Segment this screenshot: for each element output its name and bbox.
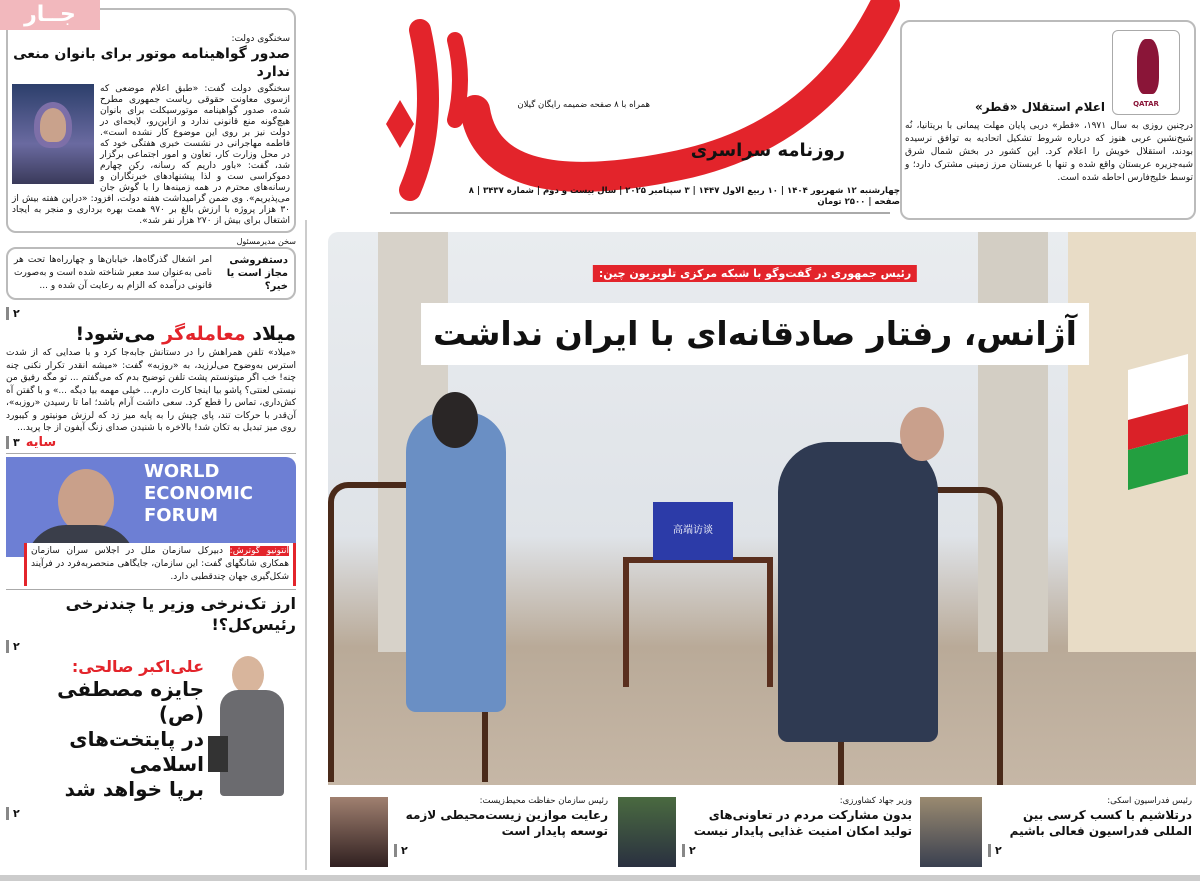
salehi-line2[interactable]: در پایتخت‌های اسلامی [69,726,204,776]
story-title[interactable] [6,321,296,347]
corner-tag: جــار [0,0,100,30]
salehi-kicker: علی‌اکبر صالحی: [71,656,204,676]
bottom-item-2[interactable] [618,795,912,873]
editorial-page: ۲ [6,307,20,320]
bottom-kicker: وزیر جهاد کشاورزی: [839,796,912,806]
bottom-title: رعایت موازین زیست‌محیطی لازمه توسعه پایدار است [405,808,608,838]
spokesperson-photo [12,84,94,184]
lead-kicker: رئیس جمهوری در گفت‌وگو با شبکه مرکزی تلویزیون چین: [593,265,917,282]
spokesperson-kicker: سخنگوی دولت: [231,34,290,44]
qatar-title[interactable]: اعلام استقلال «قطر» [974,100,1105,114]
spokesperson-title[interactable]: صدور گواهینامه موتور برای بانوان منعی ندارد [13,46,290,80]
supplement-note: همراه با ۸ صفحه ضمیمه رایگان گیلان [517,100,650,110]
spokesperson-box [6,8,296,233]
story-title-b: معامله‌گر [162,323,246,345]
lead-title[interactable]: آژانس، رفتار صادقانه‌ای با ایران نداشت [421,303,1089,365]
guterres-photo: WORLD ECONOMIC FORUM [6,457,296,557]
bottom-kicker: رئیس فدراسیون اسکی: [1107,796,1192,806]
guterres-body: دبیرکل سازمان ملل در اجلاس سران سازمان همکاری شانگهای گفت: این سازمان، جایگاهی منحصربه‌فرد در فرآیند شکل‌گیری جهان چندقطبی دارد. [31,545,289,582]
story-logo: سایه [25,434,57,450]
currency-title[interactable]: ارز تک‌نرخی وزیر یا چندنرخی رئیس‌کل؟! [65,593,296,634]
divider [6,589,296,590]
president-figure [778,442,938,742]
masthead-subtitle: روزنامه سراسری [690,140,845,161]
salehi-photo [208,656,296,796]
editorial-body: امر اشغال گذرگاه‌ها، خیابان‌ها و چهارراه‌ها تحت هر نامی به‌عنوان سد معبر شناخته شده است و به‌صورت قانونی درآمده که الزام به رعایت آن شده و ... [14,255,212,291]
story-title-c: می‌شود! [75,323,163,345]
bottom-item-3[interactable] [330,795,610,873]
currency-page: ۲ [6,640,20,653]
bottom-page: ۲ [988,844,1002,857]
spokesperson-body: سخنگوی دولت گفت: «طبق اعلام موضعی که ازسوی معاونت حقوقی ریاست جمهوری مطرح شده، صدور گواهینامه موتورسیکلت برای بانوان هیچ‌گونه منع قانونی ندارد و ازاین‌رو، لایحه‌ای در دولت نیز بر روی این موضوع کار نشده است». فاطمه مهاجرانی در نشست خبری هفتگی خود که در محل وزارت کار، تعاون و امور اجتماعی برگزار شد، گفت: «باور داریم که رسانه، رکن چهارم دموکراسی ست و لذا پیشنهادهای خبرنگاران و رسانه‌های محترم در همه زمینه‌ها را با گوش جان می‌پذیریم». وی ضمن گرامیداشت هفته دولت، افزود: «دراین هفته بیش از ۳۰ هزار پروژه با ارزش بالغ بر ۹۷۰ همت بهره برداری و منجر به ایجاد اشتغال برای بیش از ۲۷۰ هزار نفر شد». [12,84,290,226]
bottom-photo [330,797,388,867]
bottom-title: بدون مشارکت مردم در تعاونی‌های تولید امکان امنیت غذایی پایدار نیست [693,808,912,838]
divider [6,453,296,454]
guterres-caption [24,543,296,586]
bottom-page: ۲ [394,844,408,857]
bottom-photo [920,797,982,867]
bottom-title: درتلاشیم با کسب کرسی بین المللی فدراسیون فعالی باشیم [1009,808,1192,838]
left-column [6,8,296,821]
salehi-page: ۲ [6,807,20,820]
masthead-rule [390,212,890,214]
editorial-kicker: سخن مدیرمسئول [236,237,296,246]
bottom-photo [618,797,676,867]
bottom-kicker: رئیس سازمان حفاظت محیط‌زیست: [479,796,608,806]
qatar-map: QATAR [1112,30,1180,115]
qatar-body: درچنین روزی به سال ۱۹۷۱، «قطر» دربی پایان مهلت پیمانی با بریتانیا، نُه شیخ‌نشین عربی هنوز که درباره شروط تشکیل اتحادیه به توافق نرسیده بودند، استقلال خویش را اعلام کرد. این کشور در بخش شمال شرق شبه‌جزیره عربستان واقع شده و تنها با عربستان مرز زمینی مشترک دارد؛ و توسط خلیج‌فارس احاطه شده است. [905,121,1193,183]
guterres-name: آنتونیو گوترش: [229,545,289,556]
salehi-line3[interactable]: برپا خواهد شد [64,776,204,801]
bottom-item-1[interactable] [920,795,1192,873]
salehi-block [6,656,296,821]
story-title-a: میلاد [245,323,296,345]
branded-cube: 高端访谈 [653,502,733,560]
bottom-page: ۲ [682,844,696,857]
story-body: «میلاد» تلفن همراهش را در دستانش جابه‌جا کرد و با صدایی که از شدت استرس به‌وضوح می‌لرزید، به «روزبه» گفت: «میشه انقدر تکرار نکنی چنه چنه! خب اگر میتونستم پشت تلفن توضیح بدم که می‌گفتم ... تو مگه رفیق من نیستی لعنتی؟ پاشو بیا اینجا کارت دارم... خیلی مهمه بیا دیگه ...» و با گفتن آه کش‌داری، تماس را قطع کرد. سعی داشت آرام باشد؛ اما تا رسیدن «روزبه»، آن‌قدر با حرکات تند، پای چپش را به پایه میز زد که لرزش مونیتور و کیبورد روی میز تبدیل به تکان شد! بالاخره با شنیدن صدای زنگ آیفون از جا پرید... [6,348,296,433]
column-rule [305,220,307,870]
story-page: ۳ [6,436,20,449]
bottom-rule [0,875,1200,881]
tea-table [623,557,773,687]
editorial-box [6,247,296,300]
editorial-title[interactable]: دستفروشی مجاز است یا خیر؟ [226,255,288,292]
salehi-line1[interactable]: جایزه مصطفی (ص) [57,676,204,726]
dateline: چهارشنبه ۱۲ شهریور ۱۴۰۴ | ۱۰ ربیع الاول ۱۴۴۷ | ۳ سپتامبر ۲۰۲۵ | سال بیست و دوم | شماره ۳۴۳۷ | ۸ صفحه | ۲۵۰۰ تومان [468,186,900,207]
interviewer-figure [406,412,506,712]
